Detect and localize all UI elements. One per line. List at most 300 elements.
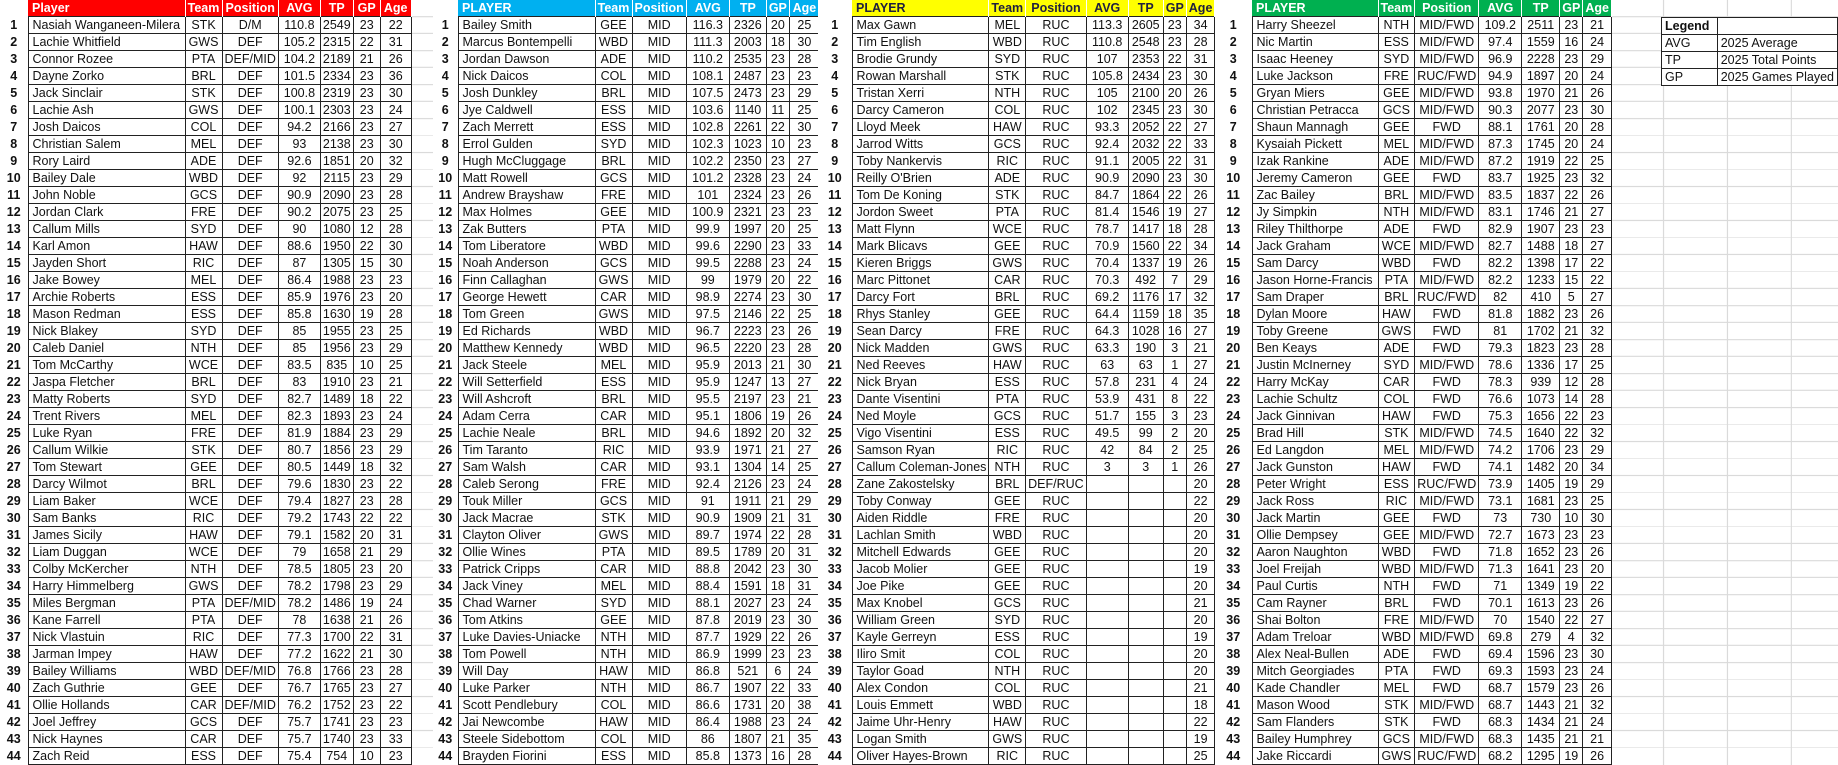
row-number[interactable]: 12 — [0, 204, 28, 221]
avg-cell[interactable]: 86.6 — [686, 697, 729, 714]
avg-cell[interactable]: 70.4 — [1086, 255, 1128, 272]
position-cell[interactable]: RUC — [1026, 629, 1087, 646]
tp-cell[interactable]: 1613 — [1522, 595, 1560, 612]
team-cell[interactable]: GEE — [989, 561, 1026, 578]
player-cell[interactable]: Jake Riccardi — [1252, 748, 1378, 765]
age-cell[interactable]: 26 — [1583, 85, 1612, 102]
team-cell[interactable]: GEE — [1378, 119, 1415, 136]
tp-cell[interactable]: 2228 — [1522, 51, 1560, 68]
player-cell[interactable]: Matt Flynn — [852, 221, 989, 238]
avg-cell[interactable]: 95.5 — [686, 391, 729, 408]
age-cell[interactable]: 24 — [1583, 68, 1612, 85]
tp-cell[interactable]: 1656 — [1522, 408, 1560, 425]
legend-key[interactable]: AVG — [1662, 35, 1718, 52]
row-number[interactable]: 34 — [818, 578, 852, 595]
gp-cell[interactable]: 22 — [1163, 153, 1186, 170]
row-number[interactable]: 43 — [0, 731, 28, 748]
position-cell[interactable]: DEF — [222, 391, 278, 408]
team-cell[interactable]: CAR — [185, 697, 222, 714]
player-cell[interactable]: Ed Langdon — [1252, 442, 1378, 459]
age-cell[interactable]: 23 — [789, 136, 819, 153]
gp-cell[interactable]: 19 — [353, 306, 380, 323]
player-cell[interactable]: Ollie Hollands — [28, 697, 185, 714]
team-cell[interactable]: COL — [185, 119, 222, 136]
team-cell[interactable]: BRL — [989, 476, 1026, 493]
tp-cell[interactable]: 1582 — [320, 527, 353, 544]
player-cell[interactable]: Sam Flanders — [1252, 714, 1378, 731]
tp-cell[interactable]: 410 — [1522, 289, 1560, 306]
age-cell[interactable]: 31 — [380, 527, 411, 544]
avg-cell[interactable]: 68.2 — [1479, 748, 1522, 765]
gp-cell[interactable]: 20 — [1560, 68, 1583, 85]
tp-cell[interactable] — [1128, 544, 1163, 561]
gp-cell[interactable]: 20 — [766, 272, 789, 289]
age-cell[interactable]: 30 — [1583, 102, 1612, 119]
avg-cell[interactable]: 64.4 — [1086, 306, 1128, 323]
gp-cell[interactable]: 23 — [353, 187, 380, 204]
position-cell[interactable]: MID/FWD — [1415, 102, 1479, 119]
team-cell[interactable]: RIC — [989, 153, 1026, 170]
tp-cell[interactable]: 1907 — [1522, 221, 1560, 238]
row-number[interactable]: 41 — [1215, 697, 1252, 714]
team-cell[interactable]: PTA — [595, 221, 632, 238]
gp-cell[interactable]: 17 — [1560, 357, 1583, 374]
age-cell[interactable]: 30 — [380, 136, 411, 153]
age-cell[interactable]: 27 — [380, 119, 411, 136]
gp-cell[interactable]: 18 — [353, 459, 380, 476]
position-cell[interactable]: FWD — [1415, 680, 1479, 697]
team-cell[interactable]: RIC — [989, 748, 1026, 765]
gp-cell[interactable]: 23 — [1560, 663, 1583, 680]
age-cell[interactable]: 20 — [1186, 663, 1215, 680]
avg-cell[interactable]: 85.8 — [686, 748, 729, 765]
row-number[interactable]: 8 — [818, 136, 852, 153]
player-cell[interactable]: Caleb Daniel — [28, 340, 185, 357]
age-cell[interactable]: 31 — [1186, 153, 1215, 170]
position-cell[interactable]: MID — [632, 476, 686, 493]
team-cell[interactable]: PTA — [1378, 663, 1415, 680]
gp-cell[interactable]: 14 — [766, 459, 789, 476]
age-cell[interactable]: 22 — [789, 272, 819, 289]
team-cell[interactable]: STK — [989, 187, 1026, 204]
age-cell[interactable]: 26 — [1583, 595, 1612, 612]
team-cell[interactable]: CAR — [595, 459, 632, 476]
row-number[interactable]: 2 — [433, 34, 458, 51]
tp-cell[interactable]: 1929 — [729, 629, 766, 646]
team-cell[interactable]: STK — [185, 17, 222, 34]
age-cell[interactable]: 20 — [1186, 527, 1215, 544]
tp-cell[interactable]: 2261 — [729, 119, 766, 136]
tp-cell[interactable]: 754 — [320, 748, 353, 765]
row-number[interactable]: 22 — [818, 374, 852, 391]
gp-cell[interactable]: 21 — [1560, 714, 1583, 731]
age-cell[interactable]: 24 — [1583, 136, 1612, 153]
team-cell[interactable]: NTH — [595, 680, 632, 697]
position-cell[interactable]: MID — [632, 425, 686, 442]
row-number[interactable]: 22 — [0, 374, 28, 391]
player-cell[interactable]: Zach Merrett — [458, 119, 595, 136]
age-cell[interactable]: 29 — [380, 578, 411, 595]
avg-cell[interactable]: 74.2 — [1479, 442, 1522, 459]
team-cell[interactable]: ESS — [1378, 34, 1415, 51]
age-cell[interactable]: 24 — [789, 714, 819, 731]
player-cell[interactable]: Adam Treloar — [1252, 629, 1378, 646]
age-cell[interactable]: 26 — [789, 323, 819, 340]
avg-cell[interactable]: 42 — [1086, 442, 1128, 459]
tp-cell[interactable]: 2303 — [320, 102, 353, 119]
gp-cell[interactable]: 23 — [766, 612, 789, 629]
player-cell[interactable]: Mason Wood — [1252, 697, 1378, 714]
tp-cell[interactable]: 1176 — [1128, 289, 1163, 306]
player-cell[interactable]: Kysaiah Pickett — [1252, 136, 1378, 153]
player-cell[interactable]: Nic Martin — [1252, 34, 1378, 51]
gp-cell[interactable]: 10 — [353, 357, 380, 374]
avg-cell[interactable]: 108.1 — [686, 68, 729, 85]
row-number[interactable]: 2 — [0, 34, 28, 51]
gp-cell[interactable]: 4 — [1163, 374, 1186, 391]
row-number[interactable]: 15 — [818, 255, 852, 272]
avg-cell[interactable]: 73 — [1479, 510, 1522, 527]
position-cell[interactable]: RUC — [1026, 204, 1087, 221]
player-cell[interactable]: John Noble — [28, 187, 185, 204]
avg-cell[interactable] — [1086, 510, 1128, 527]
team-cell[interactable]: COL — [595, 697, 632, 714]
avg-cell[interactable]: 110.8 — [278, 17, 320, 34]
row-number[interactable]: 27 — [433, 459, 458, 476]
column-header-team[interactable]: Team — [185, 0, 222, 17]
age-cell[interactable]: 28 — [1583, 119, 1612, 136]
tp-cell[interactable]: 2487 — [729, 68, 766, 85]
avg-cell[interactable]: 69.3 — [1479, 663, 1522, 680]
position-cell[interactable]: DEF — [222, 374, 278, 391]
row-number[interactable]: 8 — [433, 136, 458, 153]
tp-cell[interactable] — [1128, 527, 1163, 544]
row-number[interactable]: 5 — [1215, 85, 1252, 102]
player-cell[interactable]: Callum Wilkie — [28, 442, 185, 459]
team-cell[interactable]: WCE — [185, 493, 222, 510]
row-number[interactable]: 27 — [818, 459, 852, 476]
team-cell[interactable]: COL — [595, 68, 632, 85]
player-cell[interactable]: Matty Roberts — [28, 391, 185, 408]
team-cell[interactable]: STK — [1378, 714, 1415, 731]
player-cell[interactable]: Lloyd Meek — [852, 119, 989, 136]
player-cell[interactable]: Samson Ryan — [852, 442, 989, 459]
avg-cell[interactable]: 109.2 — [1479, 17, 1522, 34]
tp-cell[interactable] — [1128, 697, 1163, 714]
column-header-player[interactable]: PLAYER — [458, 0, 595, 17]
position-cell[interactable]: DEF — [222, 578, 278, 595]
age-cell[interactable]: 34 — [1583, 459, 1612, 476]
gp-cell[interactable]: 23 — [1560, 17, 1583, 34]
row-number[interactable]: 39 — [433, 663, 458, 680]
gp-cell[interactable]: 21 — [766, 357, 789, 374]
gp-cell[interactable]: 23 — [766, 391, 789, 408]
avg-cell[interactable]: 70.9 — [1086, 238, 1128, 255]
avg-cell[interactable]: 68.3 — [1479, 731, 1522, 748]
player-cell[interactable]: Joe Pike — [852, 578, 989, 595]
player-cell[interactable]: Paul Curtis — [1252, 578, 1378, 595]
gp-cell[interactable]: 23 — [766, 85, 789, 102]
position-cell[interactable]: MID — [632, 612, 686, 629]
age-cell[interactable]: 25 — [380, 323, 411, 340]
row-number[interactable]: 26 — [818, 442, 852, 459]
player-cell[interactable]: James Sicily — [28, 527, 185, 544]
row-number[interactable]: 7 — [433, 119, 458, 136]
age-cell[interactable]: 29 — [1186, 272, 1215, 289]
row-number[interactable]: 4 — [818, 68, 852, 85]
age-cell[interactable]: 31 — [789, 578, 819, 595]
team-cell[interactable]: GEE — [989, 238, 1026, 255]
avg-cell[interactable]: 111.3 — [686, 34, 729, 51]
row-number[interactable]: 25 — [433, 425, 458, 442]
team-cell[interactable]: GEE — [989, 493, 1026, 510]
avg-cell[interactable]: 83.1 — [1479, 204, 1522, 221]
position-cell[interactable]: DEF — [222, 136, 278, 153]
gp-cell[interactable]: 16 — [1560, 34, 1583, 51]
player-cell[interactable]: Gryan Miers — [1252, 85, 1378, 102]
position-cell[interactable]: MID/FWD — [1415, 204, 1479, 221]
avg-cell[interactable]: 63.3 — [1086, 340, 1128, 357]
avg-cell[interactable]: 101 — [686, 187, 729, 204]
row-number[interactable]: 4 — [433, 68, 458, 85]
gp-cell[interactable]: 10 — [1560, 510, 1583, 527]
tp-cell[interactable]: 1140 — [729, 102, 766, 119]
row-number[interactable]: 17 — [0, 289, 28, 306]
position-cell[interactable]: RUC — [1026, 306, 1087, 323]
avg-cell[interactable]: 88.6 — [278, 238, 320, 255]
team-cell[interactable]: SYD — [1378, 357, 1415, 374]
age-cell[interactable]: 31 — [380, 34, 411, 51]
avg-cell[interactable] — [1086, 646, 1128, 663]
team-cell[interactable]: CAR — [595, 561, 632, 578]
avg-cell[interactable]: 90 — [278, 221, 320, 238]
tp-cell[interactable]: 1443 — [1522, 697, 1560, 714]
avg-cell[interactable]: 101.5 — [278, 68, 320, 85]
age-cell[interactable]: 23 — [1583, 221, 1612, 238]
position-cell[interactable]: RUC — [1026, 34, 1087, 51]
gp-cell[interactable]: 23 — [1560, 51, 1583, 68]
age-cell[interactable]: 26 — [1186, 85, 1215, 102]
gp-cell[interactable]: 20 — [353, 527, 380, 544]
column-header-age[interactable]: Age — [789, 0, 819, 17]
position-cell[interactable]: FWD — [1415, 255, 1479, 272]
tp-cell[interactable]: 2126 — [729, 476, 766, 493]
avg-cell[interactable]: 86.9 — [686, 646, 729, 663]
avg-cell[interactable]: 94.2 — [278, 119, 320, 136]
tp-cell[interactable]: 939 — [1522, 374, 1560, 391]
position-cell[interactable]: FWD — [1415, 663, 1479, 680]
team-cell[interactable]: RIC — [185, 255, 222, 272]
player-cell[interactable]: Harry Sheezel — [1252, 17, 1378, 34]
age-cell[interactable]: 27 — [1186, 357, 1215, 374]
age-cell[interactable]: 32 — [1583, 629, 1612, 646]
tp-cell[interactable]: 2549 — [320, 17, 353, 34]
tp-cell[interactable]: 1596 — [1522, 646, 1560, 663]
avg-cell[interactable]: 83.7 — [1479, 170, 1522, 187]
row-number[interactable]: 18 — [0, 306, 28, 323]
column-header-avg[interactable]: AVG — [278, 0, 320, 17]
column-header-gp[interactable]: GP — [353, 0, 380, 17]
age-cell[interactable]: 22 — [1186, 391, 1215, 408]
row-number[interactable]: 37 — [1215, 629, 1252, 646]
tp-cell[interactable] — [1128, 612, 1163, 629]
avg-cell[interactable]: 82.7 — [1479, 238, 1522, 255]
row-number[interactable]: 13 — [1215, 221, 1252, 238]
gp-cell[interactable] — [1163, 629, 1186, 646]
player-cell[interactable]: Bailey Williams — [28, 663, 185, 680]
row-number[interactable]: 1 — [0, 17, 28, 34]
tp-cell[interactable]: 1761 — [1522, 119, 1560, 136]
tp-cell[interactable]: 1805 — [320, 561, 353, 578]
team-cell[interactable]: MEL — [1378, 136, 1415, 153]
player-cell[interactable]: Jordan Dawson — [458, 51, 595, 68]
player-cell[interactable]: Max Gawn — [852, 17, 989, 34]
position-cell[interactable]: MID — [632, 187, 686, 204]
tp-cell[interactable]: 1295 — [1522, 748, 1560, 765]
row-number[interactable]: 42 — [0, 714, 28, 731]
row-number[interactable]: 34 — [0, 578, 28, 595]
avg-cell[interactable]: 78.3 — [1479, 374, 1522, 391]
tp-cell[interactable]: 1974 — [729, 527, 766, 544]
age-cell[interactable]: 22 — [380, 510, 411, 527]
row-number[interactable]: 35 — [433, 595, 458, 612]
team-cell[interactable]: WBD — [595, 323, 632, 340]
player-cell[interactable]: Will Day — [458, 663, 595, 680]
age-cell[interactable]: 27 — [1583, 612, 1612, 629]
age-cell[interactable]: 24 — [789, 595, 819, 612]
player-cell[interactable]: Luke Jackson — [1252, 68, 1378, 85]
avg-cell[interactable]: 100.8 — [278, 85, 320, 102]
position-cell[interactable]: MID — [632, 663, 686, 680]
row-number[interactable]: 40 — [1215, 680, 1252, 697]
gp-cell[interactable]: 23 — [353, 425, 380, 442]
position-cell[interactable]: DEF — [222, 442, 278, 459]
gp-cell[interactable]: 23 — [766, 476, 789, 493]
gp-cell[interactable]: 20 — [766, 544, 789, 561]
tp-cell[interactable]: 1743 — [320, 510, 353, 527]
player-cell[interactable]: Jaspa Fletcher — [28, 374, 185, 391]
age-cell[interactable]: 24 — [1186, 374, 1215, 391]
position-cell[interactable]: DEF — [222, 306, 278, 323]
player-cell[interactable]: Tom Green — [458, 306, 595, 323]
position-cell[interactable]: MID/FWD — [1415, 17, 1479, 34]
team-cell[interactable]: GWS — [185, 34, 222, 51]
avg-cell[interactable] — [1086, 544, 1128, 561]
position-cell[interactable]: FWD — [1415, 340, 1479, 357]
tp-cell[interactable]: 2434 — [1128, 68, 1163, 85]
position-cell[interactable]: RUC — [1026, 323, 1087, 340]
avg-cell[interactable]: 97.4 — [1479, 34, 1522, 51]
player-cell[interactable]: Aaron Naughton — [1252, 544, 1378, 561]
age-cell[interactable]: 26 — [1583, 680, 1612, 697]
row-number[interactable]: 38 — [1215, 646, 1252, 663]
tp-cell[interactable]: 2288 — [729, 255, 766, 272]
team-cell[interactable]: GEE — [1378, 510, 1415, 527]
position-cell[interactable]: MID — [632, 221, 686, 238]
player-cell[interactable]: Marc Pittonet — [852, 272, 989, 289]
age-cell[interactable]: 26 — [789, 408, 819, 425]
position-cell[interactable]: RUC — [1026, 170, 1087, 187]
team-cell[interactable]: GWS — [185, 102, 222, 119]
row-number[interactable]: 11 — [1215, 187, 1252, 204]
position-cell[interactable]: DEF — [222, 510, 278, 527]
gp-cell[interactable]: 23 — [353, 493, 380, 510]
row-number[interactable]: 34 — [433, 578, 458, 595]
player-cell[interactable]: Mason Redman — [28, 306, 185, 323]
tp-cell[interactable]: 2019 — [729, 612, 766, 629]
player-cell[interactable]: Jacob Molier — [852, 561, 989, 578]
gp-cell[interactable]: 22 — [766, 119, 789, 136]
age-cell[interactable]: 29 — [789, 85, 819, 102]
gp-cell[interactable]: 22 — [1560, 153, 1583, 170]
row-number[interactable]: 14 — [818, 238, 852, 255]
team-cell[interactable]: FRE — [989, 323, 1026, 340]
gp-cell[interactable]: 23 — [353, 119, 380, 136]
team-cell[interactable]: STK — [185, 85, 222, 102]
column-header-gp[interactable]: GP — [1163, 0, 1186, 17]
row-number[interactable]: 36 — [1215, 612, 1252, 629]
tp-cell[interactable] — [1128, 663, 1163, 680]
position-cell[interactable]: MID — [632, 374, 686, 391]
player-cell[interactable]: Louis Emmett — [852, 697, 989, 714]
gp-cell[interactable]: 23 — [766, 340, 789, 357]
avg-cell[interactable]: 87.3 — [1479, 136, 1522, 153]
gp-cell[interactable]: 22 — [1560, 425, 1583, 442]
position-cell[interactable]: DEF — [222, 204, 278, 221]
player-cell[interactable]: Bailey Dale — [28, 170, 185, 187]
tp-cell[interactable]: 1856 — [320, 442, 353, 459]
gp-cell[interactable] — [1163, 731, 1186, 748]
position-cell[interactable]: MID — [632, 527, 686, 544]
position-cell[interactable]: RUC — [1026, 510, 1087, 527]
avg-cell[interactable]: 78.6 — [1479, 357, 1522, 374]
gp-cell[interactable]: 23 — [1560, 442, 1583, 459]
tp-cell[interactable]: 1482 — [1522, 459, 1560, 476]
team-cell[interactable]: FRE — [1378, 612, 1415, 629]
position-cell[interactable]: RUC — [1026, 17, 1087, 34]
age-cell[interactable]: 20 — [1186, 646, 1215, 663]
team-cell[interactable]: ADE — [989, 170, 1026, 187]
position-cell[interactable]: RUC — [1026, 68, 1087, 85]
team-cell[interactable]: RIC — [595, 442, 632, 459]
player-cell[interactable]: Jason Horne-Francis — [1252, 272, 1378, 289]
player-cell[interactable]: Will Ashcroft — [458, 391, 595, 408]
player-cell[interactable]: Bailey Smith — [458, 17, 595, 34]
team-cell[interactable]: GWS — [989, 255, 1026, 272]
gp-cell[interactable]: 23 — [353, 714, 380, 731]
age-cell[interactable]: 29 — [380, 340, 411, 357]
player-cell[interactable]: Shai Bolton — [1252, 612, 1378, 629]
position-cell[interactable]: DEF/MID — [222, 663, 278, 680]
avg-cell[interactable]: 87.2 — [1479, 153, 1522, 170]
age-cell[interactable]: 30 — [789, 357, 819, 374]
tp-cell[interactable]: 1910 — [320, 374, 353, 391]
age-cell[interactable]: 30 — [1186, 102, 1215, 119]
gp-cell[interactable]: 15 — [353, 255, 380, 272]
row-number[interactable]: 22 — [1215, 374, 1252, 391]
tp-cell[interactable]: 155 — [1128, 408, 1163, 425]
tp-cell[interactable]: 1919 — [1522, 153, 1560, 170]
team-cell[interactable]: GEE — [989, 544, 1026, 561]
position-cell[interactable]: DEF — [222, 425, 278, 442]
tp-cell[interactable]: 1073 — [1522, 391, 1560, 408]
row-number[interactable]: 17 — [818, 289, 852, 306]
gp-cell[interactable]: 23 — [353, 289, 380, 306]
avg-cell[interactable]: 51.7 — [1086, 408, 1128, 425]
tp-cell[interactable]: 1823 — [1522, 340, 1560, 357]
position-cell[interactable]: D/M — [222, 17, 278, 34]
avg-cell[interactable]: 77.2 — [278, 646, 320, 663]
